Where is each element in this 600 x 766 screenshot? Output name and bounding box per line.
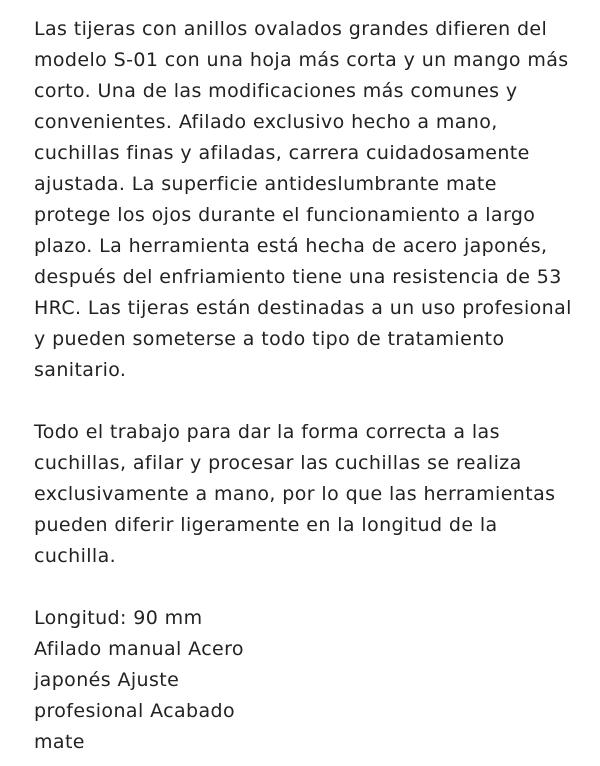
- text-line: cuchillas finas y afiladas, carrera cuidadosamente: [34, 142, 530, 164]
- text-line: sanitario.: [34, 359, 127, 381]
- text-line: después del enfriamiento tiene una resistencia de 53: [34, 266, 562, 288]
- text-line: HRC. Las tijeras están destinadas a un uso profesional: [34, 297, 572, 319]
- text-line: ajustada. La superficie antideslumbrante mate: [34, 173, 497, 195]
- description-paragraph-2: [34, 417, 574, 572]
- spec-line: mate: [34, 731, 85, 753]
- spec-line: Afilado manual Acero: [34, 638, 244, 660]
- text-line: modelo S-01 con una hoja más corta y un mango más: [34, 49, 569, 71]
- spec-line: japonés Ajuste: [34, 669, 180, 691]
- spec-line: Longitud: 90 mm: [34, 607, 203, 629]
- specs-block: [34, 603, 574, 758]
- text-line: cuchilla.: [34, 545, 117, 567]
- text-line: protege los ojos durante el funcionamiento a largo: [34, 204, 536, 226]
- text-line: y pueden someterse a todo tipo de tratamiento: [34, 328, 505, 350]
- description-paragraph-1: [34, 14, 574, 386]
- text-line: Las tijeras con anillos ovalados grandes difieren del: [34, 18, 548, 40]
- paragraph-spacer: [34, 572, 574, 603]
- text-line: plazo. La herramienta está hecha de acero japonés,: [34, 235, 548, 257]
- paragraph-spacer: [34, 386, 574, 417]
- text-line: corto. Una de las modificaciones más comunes y: [34, 80, 518, 102]
- text-line: convenientes. Afilado exclusivo hecho a mano,: [34, 111, 498, 133]
- text-line: Todo el trabajo para dar la forma correcta a las: [34, 421, 500, 443]
- text-line: exclusivamente a mano, por lo que las herramientas: [34, 483, 556, 505]
- product-description: [34, 14, 574, 758]
- spec-line: profesional Acabado: [34, 700, 236, 722]
- text-line: pueden diferir ligeramente en la longitud de la: [34, 514, 498, 536]
- text-line: cuchillas, afilar y procesar las cuchillas se realiza: [34, 452, 522, 474]
